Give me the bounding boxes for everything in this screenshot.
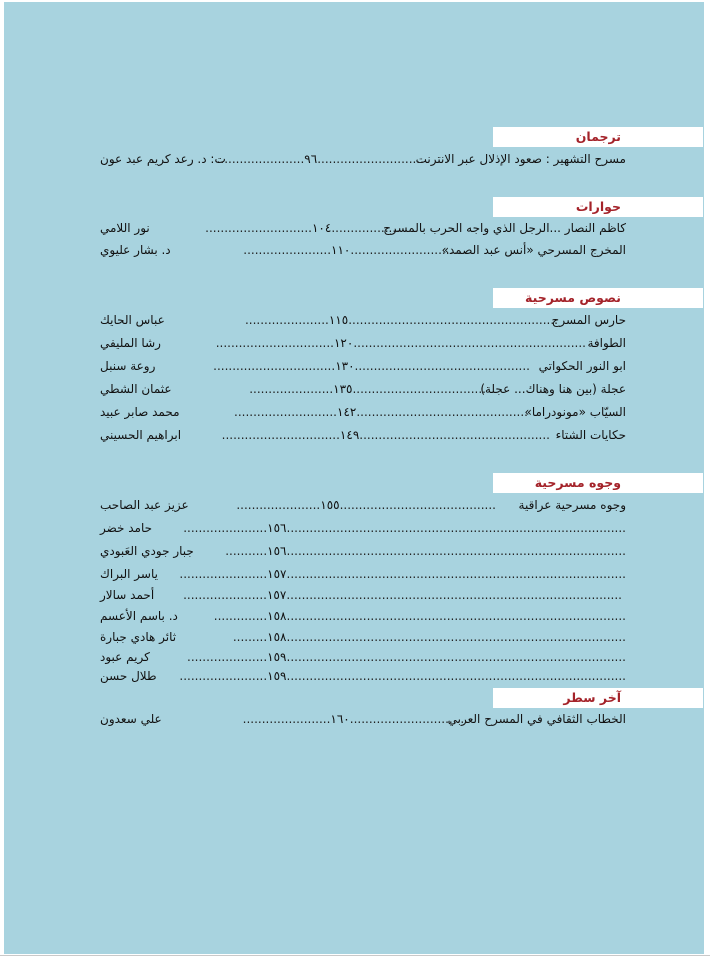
toc-page-number: ١٢٠ — [333, 336, 354, 350]
toc-page-number: ٩٦ — [304, 152, 318, 166]
toc-author: د. باسم الأعسم — [100, 609, 178, 623]
toc-leader: ...................................١٣٥...................... — [249, 382, 486, 396]
toc-leader: .............................................١٤٢........................... — [234, 405, 528, 419]
toc-page-number: ١٣٠ — [335, 359, 355, 373]
toc-title: السيّاب «مونودراما» — [524, 405, 626, 419]
toc-leader: ..................١٠٤............................ — [205, 221, 400, 235]
toc-row — [100, 359, 626, 379]
toc-author: محمد صابر عبيد — [100, 405, 180, 419]
toc-author: ثائر هادي جبارة — [100, 630, 177, 644]
toc-page-number: ١٥٩ — [267, 650, 287, 664]
toc-leader: ..................................................١٤٩............................... — [221, 428, 550, 442]
toc-leader: .............................................................١٢٠............................... — [215, 336, 586, 350]
toc-leader: .........................................................................................١٥٩..................... — [187, 650, 626, 664]
toc-page-number: ١٥٦ — [267, 544, 287, 558]
toc-author: ابراهيم الحسيني — [100, 428, 182, 442]
toc-page-number: ١٣٥ — [333, 382, 353, 396]
toc-author: رشا المليفي — [100, 336, 161, 350]
toc-leader: .........................................................................................١٥٨.............. — [213, 609, 626, 623]
toc-row — [100, 630, 626, 650]
toc-row — [100, 152, 626, 172]
toc-title: الخطاب الثقافي في المسرح العربي — [447, 712, 626, 726]
toc-page-number: ١٦٠ — [330, 712, 350, 726]
toc-leader: .........................................١٥٥...................... — [236, 498, 496, 512]
toc-title: وجوه مسرحية عراقية — [518, 498, 626, 512]
toc-row — [100, 382, 626, 402]
toc-leader: ..............................................١٣٠................................ — [213, 359, 530, 373]
toc-row — [100, 669, 626, 689]
toc-leader: .............................١١٠....................... — [243, 243, 461, 257]
toc-title: مسرح التشهير : صعود الإذلال عبر الانترنت — [415, 152, 626, 166]
toc-author: نور اللامي — [100, 221, 150, 235]
section-heading-translation — [493, 127, 703, 147]
toc-title: ابو النور الحكواتي — [538, 359, 626, 373]
toc-author: عثمان الشطي — [100, 382, 172, 396]
toc-page-number: ١١٠ — [331, 243, 351, 257]
toc-page-number: ١٥٨ — [267, 630, 287, 644]
toc-page-number: ١٠٤ — [311, 221, 332, 235]
section-heading-theatre-faces — [493, 473, 703, 493]
toc-author: جبار جودي العَبودي — [100, 544, 194, 558]
section-heading-text: ترجمان — [575, 129, 621, 144]
toc-title: حكايات الشتاء — [555, 428, 626, 442]
toc-leader: .........................................................................................١٥٩....................... — [179, 669, 626, 683]
toc-title: الطوافة — [587, 336, 626, 350]
toc-title: عجلة (بين هنا وهناك... عجلة) — [480, 382, 626, 396]
toc-author: روعة سنبل — [100, 359, 156, 373]
toc-author: ت: د. رعد كريم عبد عون — [100, 152, 226, 166]
section-heading-last-line — [493, 688, 703, 708]
toc-row — [100, 313, 626, 333]
toc-row — [100, 712, 626, 732]
toc-leader: .........................................................................................١٥٧....................... — [179, 567, 626, 581]
section-heading-interviews — [493, 197, 703, 217]
toc-row — [100, 521, 626, 541]
toc-author: عباس الحايك — [100, 313, 165, 327]
section-heading-text: نصوص مسرحية — [525, 290, 621, 305]
toc-row — [100, 221, 626, 241]
toc-row — [100, 567, 626, 587]
toc-leader: .......................................................١١٥...................... — [244, 313, 558, 327]
toc-row — [100, 405, 626, 425]
toc-leader: .........................................................................................١٥٨......... — [232, 630, 626, 644]
section-heading-plays — [493, 288, 703, 308]
toc-author: حامد خضر — [100, 521, 153, 535]
section-heading-text: آخر سطر — [563, 690, 621, 705]
section-heading-text: حوارات — [575, 199, 621, 214]
toc-page-number: ١٥٧ — [267, 567, 287, 581]
toc-title: كاظم النصار ...الرجل الذي واجه الحرب بالمسرح — [383, 221, 626, 235]
toc-page-number: ١٥٨ — [267, 609, 287, 623]
toc-row — [100, 428, 626, 448]
toc-row — [100, 243, 626, 263]
toc-author: ياسر البراك — [100, 567, 158, 581]
toc-page-number: ١٤٢ — [337, 405, 357, 419]
toc-author: علي سعدون — [100, 712, 162, 726]
toc-row — [100, 336, 626, 356]
page-edge-divider — [0, 955, 710, 956]
toc-author: طلال حسن — [100, 669, 157, 683]
toc-row — [100, 544, 626, 564]
toc-author: كريم عبود — [100, 650, 150, 664]
toc-author: أحمد سالار — [100, 588, 155, 602]
toc-leader: ........................................................................................١٥٧...................... — [183, 588, 622, 602]
toc-title: المخرج المسرحي «أنس عبد الصمد» — [441, 243, 626, 257]
toc-leader: ...............................١٦٠....................... — [242, 712, 468, 726]
toc-page-number: ١٥٦ — [267, 521, 287, 535]
toc-leader: ............................٩٦....................... — [216, 152, 424, 166]
toc-row — [100, 498, 626, 518]
toc-page-number: ١٥٧ — [266, 588, 287, 602]
toc-page-number: ١٤٩ — [339, 428, 360, 442]
toc-page-number: ١١٥ — [328, 313, 349, 327]
toc-author: عزيز عبد الصاحب — [100, 498, 189, 512]
toc-leader: .........................................................................................١٥٦...................... — [183, 521, 626, 535]
toc-author: د. بشار عليوي — [100, 243, 171, 257]
toc-page-number: ١٥٥ — [320, 498, 340, 512]
toc-row — [100, 650, 626, 670]
section-heading-text: وجوه مسرحية — [534, 475, 621, 490]
toc-leader: .........................................................................................١٥٦........... — [225, 544, 626, 558]
toc-row — [100, 609, 626, 629]
toc-row — [100, 588, 626, 608]
toc-title: حارس المسرح — [551, 313, 626, 327]
toc-page-number: ١٥٩ — [267, 669, 287, 683]
